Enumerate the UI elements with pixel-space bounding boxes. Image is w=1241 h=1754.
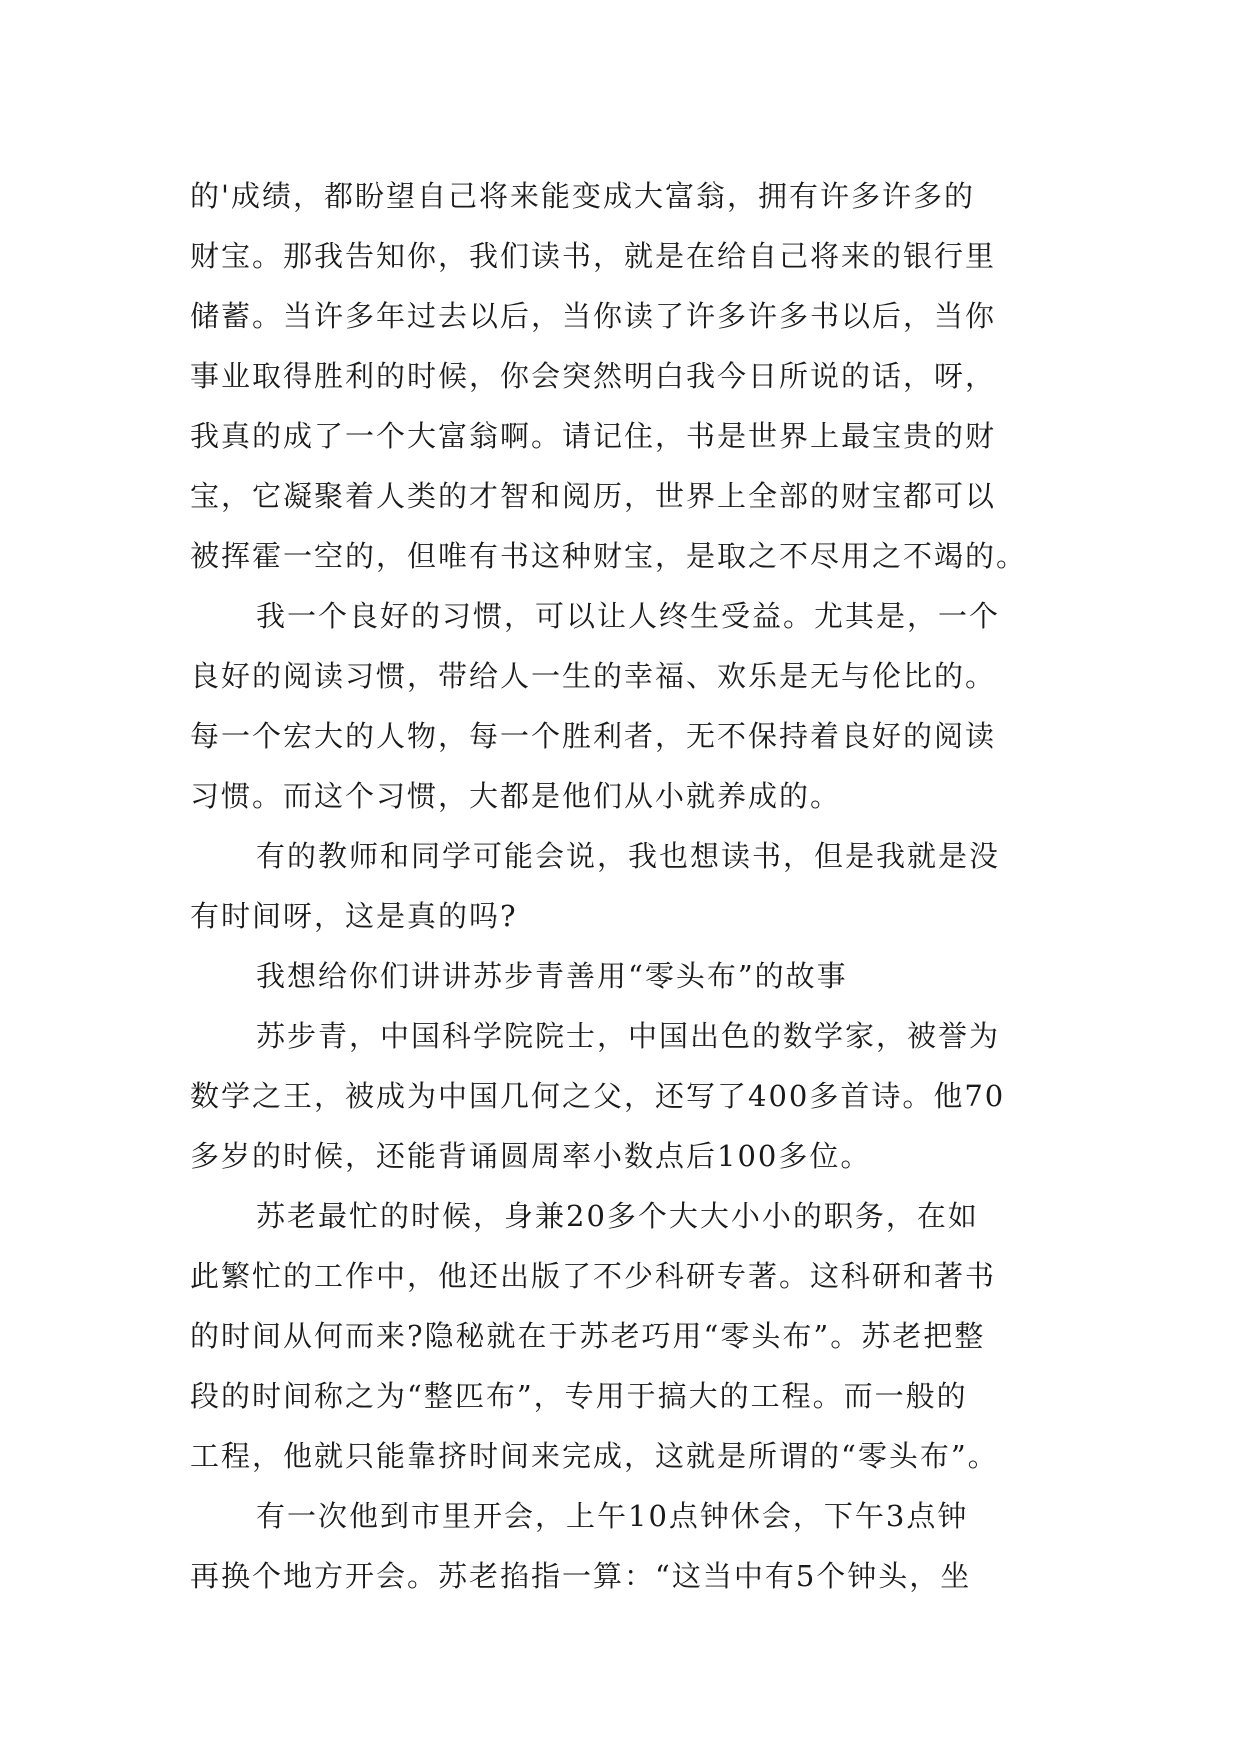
paragraph-start-line: 我一个良好的习惯，可以让人终生受益。尤其是，一个 (256, 599, 1001, 633)
text-line: 的时间从何而来?隐秘就在于苏老巧用“零头布”。苏老把整 (190, 1319, 986, 1353)
text-line: 储蓄。当许多年过去以后，当你读了许多许多书以后，当你 (190, 299, 997, 333)
text-line: 被挥霍一空的，但唯有书这种财宝，是取之不尽用之不竭的。 (190, 539, 1028, 573)
paragraph-start-line: 苏步青，中国科学院院士，中国出色的数学家，被誉为 (256, 1019, 1001, 1053)
text-line: 有时间呀，这是真的吗? (190, 899, 518, 933)
text-line: 我真的成了一个大富翁啊。请记住，书是世界上最宝贵的财 (190, 419, 997, 453)
text-line: 多岁的时候，还能背诵圆周率小数点后100多位。 (190, 1139, 872, 1173)
text-line: 再换个地方开会。苏老掐指一算：“这当中有5个钟头，坐 (190, 1559, 972, 1593)
paragraph-start-line: 有的教师和同学可能会说，我也想读书，但是我就是没 (256, 839, 1001, 873)
text-line: 段的时间称之为“整匹布”，专用于搞大的工程。而一般的 (190, 1379, 968, 1413)
text-line: 工程，他就只能靠挤时间来完成，这就是所谓的“零头布”。 (190, 1439, 999, 1473)
paragraph-start-line: 有一次他到市里开会，上午10点钟休会，下午3点钟 (256, 1499, 969, 1533)
text-line: 的'成绩，都盼望自己将来能变成大富翁，拥有许多许多的 (190, 179, 975, 213)
body-text (190, 166, 1070, 1606)
text-line: 每一个宏大的人物，每一个胜利者，无不保持着良好的阅读 (190, 719, 997, 753)
text-line: 财宝。那我告知你，我们读书，就是在给自己将来的银行里 (190, 239, 997, 273)
paragraph-start-line: 我想给你们讲讲苏步青善用“零头布”的故事 (256, 959, 848, 993)
text-line: 数学之王，被成为中国几何之父，还写了400多首诗。他70 (190, 1079, 1006, 1113)
text-line: 事业取得胜利的时候，你会突然明白我今日所说的话，呀， (190, 359, 997, 393)
text-line: 习惯。而这个习惯，大都是他们从小就养成的。 (190, 779, 842, 813)
text-line: 良好的阅读习惯，带给人一生的幸福、欢乐是无与伦比的。 (190, 659, 997, 693)
text-line: 此繁忙的工作中，他还出版了不少科研专著。这科研和著书 (190, 1259, 997, 1293)
text-line: 宝，它凝聚着人类的才智和阅历，世界上全部的财宝都可以 (190, 479, 997, 513)
paragraph-start-line: 苏老最忙的时候，身兼20多个大大小小的职务，在如 (256, 1199, 979, 1233)
